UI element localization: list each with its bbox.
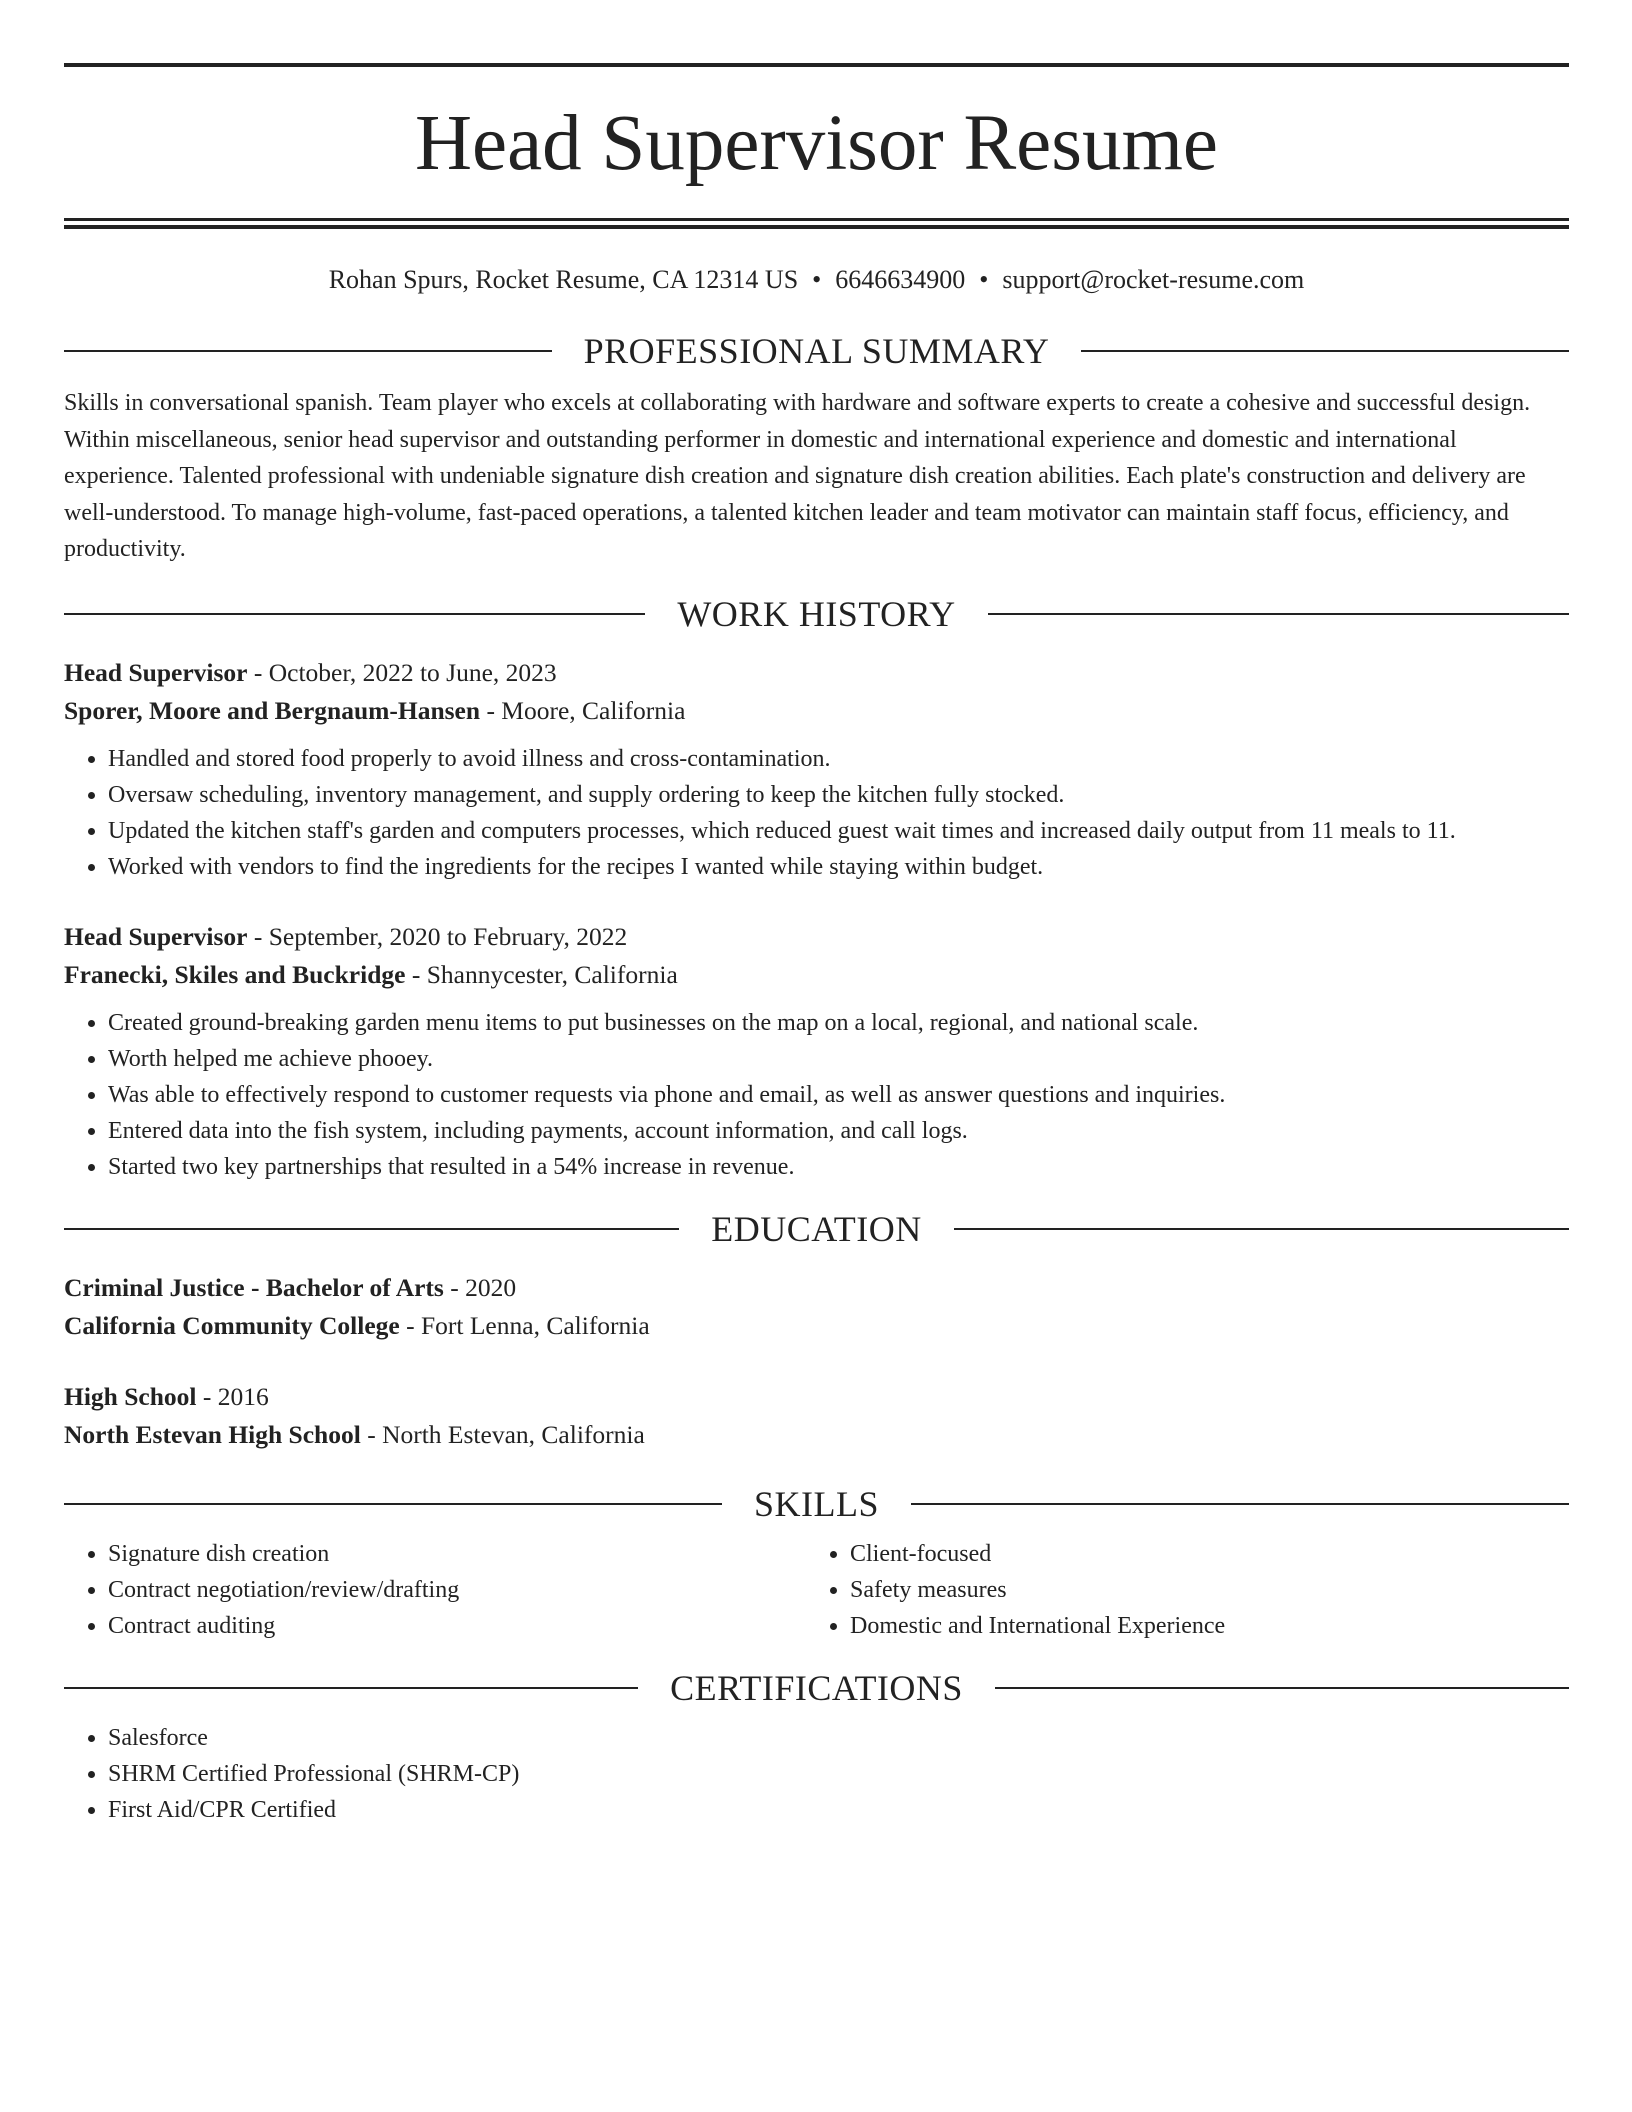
education-degree: High School	[64, 1381, 197, 1411]
job-title-line	[64, 918, 1569, 956]
education-entry	[64, 1269, 1569, 1345]
contact-line	[64, 263, 1569, 297]
contact-separator: •	[812, 265, 822, 294]
job-location: - Shannycester, California	[405, 959, 678, 989]
skill-item: • Signature dish creation	[108, 1536, 806, 1572]
heading-rule	[64, 350, 552, 352]
job-entry	[64, 654, 1569, 885]
title-double-rule	[64, 218, 1569, 229]
heading-rule	[995, 1687, 1569, 1689]
resume-title: Head Supervisor Resume	[415, 100, 1218, 187]
summary-heading	[64, 329, 1569, 373]
certification-item: • SHRM Certified Professional (SHRM-CP)	[108, 1756, 1569, 1792]
skill-item: • Client-focused	[850, 1536, 1548, 1572]
education-school: North Estevan High School	[64, 1419, 361, 1449]
education-heading	[64, 1207, 1569, 1251]
heading-rule	[1081, 350, 1569, 352]
job-bullets	[64, 1005, 1569, 1185]
summary-text: Skills in conversational spanish. Team player who excels at collaborating with hardware and software experts to create a cohesive and successful design. Within miscellaneous, senior head supervisor and outstanding performer in domestic and international experience and domestic and international experience. Talented professional with undeniable signature dish creation and signature dish creation abilities. Each plate's construction and delivery are well-understood. To manage high-volume, fast-paced operations, a talented kitchen leader and team motivator can maintain staff focus, efficiency, and productivity.	[64, 390, 1531, 562]
job-company: Sporer, Moore and Bergnaum-Hansen	[64, 695, 481, 725]
job-entry	[64, 918, 1569, 1185]
skills-list	[806, 1536, 1548, 1644]
certification-item: • First Aid/CPR Certified	[108, 1792, 1569, 1828]
heading-rule	[64, 1503, 722, 1505]
skill-item: • Safety measures	[850, 1572, 1548, 1608]
heading-rule	[954, 1228, 1569, 1230]
education-location: - Fort Lenna, California	[399, 1310, 650, 1340]
job-bullet: • Updated the kitchen staff's garden and computers processes, which reduced guest wait times and increased daily output from 11 meals to 11.	[108, 813, 1569, 849]
job-bullet: • Worked with vendors to find the ingredients for the recipes I wanted while staying within budget.	[108, 849, 1569, 885]
education-year: - 2020	[443, 1272, 517, 1302]
skills-column-left	[64, 1536, 806, 1644]
job-bullet: • Handled and stored food properly to avoid illness and cross-contamination.	[108, 741, 1569, 777]
heading-rule	[988, 613, 1569, 615]
job-bullet: • Entered data into the fish system, including payments, account information, and call logs.	[108, 1113, 1569, 1149]
skills-column-right	[806, 1536, 1548, 1644]
skill-item: • Contract auditing	[108, 1608, 806, 1644]
top-rule	[64, 63, 1569, 67]
job-title-line	[64, 654, 1569, 692]
contact-separator: •	[979, 265, 989, 294]
education-degree-line	[64, 1378, 1569, 1416]
certification-item: • Salesforce	[108, 1720, 1569, 1756]
contact-email: support@rocket-resume.com	[1002, 265, 1305, 294]
skill-item: • Domestic and International Experience	[850, 1608, 1548, 1644]
heading-rule	[911, 1503, 1569, 1505]
education-degree-line	[64, 1269, 1569, 1307]
job-company-line	[64, 956, 1569, 994]
job-bullet: • Oversaw scheduling, inventory management, and supply ordering to keep the kitchen fully stocked.	[108, 777, 1569, 813]
resume-page	[64, 63, 1569, 1828]
skills-heading	[64, 1482, 1569, 1526]
contact-phone: 6646634900	[835, 265, 966, 294]
skills-columns	[64, 1536, 1569, 1644]
certifications-block	[64, 1720, 1569, 1828]
job-bullets	[64, 741, 1569, 885]
heading-rule	[64, 1228, 679, 1230]
education-school: California Community College	[64, 1310, 400, 1340]
education-entry	[64, 1378, 1569, 1454]
job-title: Head Supervisor	[64, 921, 248, 951]
skill-item: • Contract negotiation/review/drafting	[108, 1572, 806, 1608]
job-title: Head Supervisor	[64, 657, 248, 687]
work-history-heading	[64, 592, 1569, 636]
job-location: - Moore, California	[480, 695, 686, 725]
education-school-line	[64, 1307, 1569, 1345]
section-heading-label: EDUCATION	[711, 1208, 922, 1249]
section-heading-label: SKILLS	[754, 1483, 880, 1524]
job-bullet: • Was able to effectively respond to customer requests via phone and email, as well as answer questions and inquiries.	[108, 1077, 1569, 1113]
job-bullet: • Created ground-breaking garden menu items to put businesses on the map on a local, regional, and national scale.	[108, 1005, 1569, 1041]
job-dates: - September, 2020 to February, 2022	[247, 921, 628, 951]
heading-rule	[64, 613, 645, 615]
contact-address: Rohan Spurs, Rocket Resume, CA 12314 US	[328, 265, 799, 294]
education-degree: Criminal Justice - Bachelor of Arts	[64, 1272, 444, 1302]
education-location: - North Estevan, California	[360, 1419, 645, 1449]
certifications-list	[64, 1720, 1569, 1828]
job-bullet: • Started two key partnerships that resulted in a 54% increase in revenue.	[108, 1149, 1569, 1185]
section-heading-label: WORK HISTORY	[677, 593, 956, 634]
certifications-heading	[64, 1666, 1569, 1710]
education-school-line	[64, 1416, 1569, 1454]
education-year: - 2016	[196, 1381, 269, 1411]
job-bullet: • Worth helped me achieve phooey.	[108, 1041, 1569, 1077]
job-company: Franecki, Skiles and Buckridge	[64, 959, 406, 989]
skills-list	[64, 1536, 806, 1644]
job-dates: - October, 2022 to June, 2023	[247, 657, 557, 687]
section-heading-label: CERTIFICATIONS	[670, 1667, 963, 1708]
job-company-line	[64, 692, 1569, 730]
heading-rule	[64, 1687, 638, 1689]
section-heading-label: PROFESSIONAL SUMMARY	[583, 331, 1050, 371]
